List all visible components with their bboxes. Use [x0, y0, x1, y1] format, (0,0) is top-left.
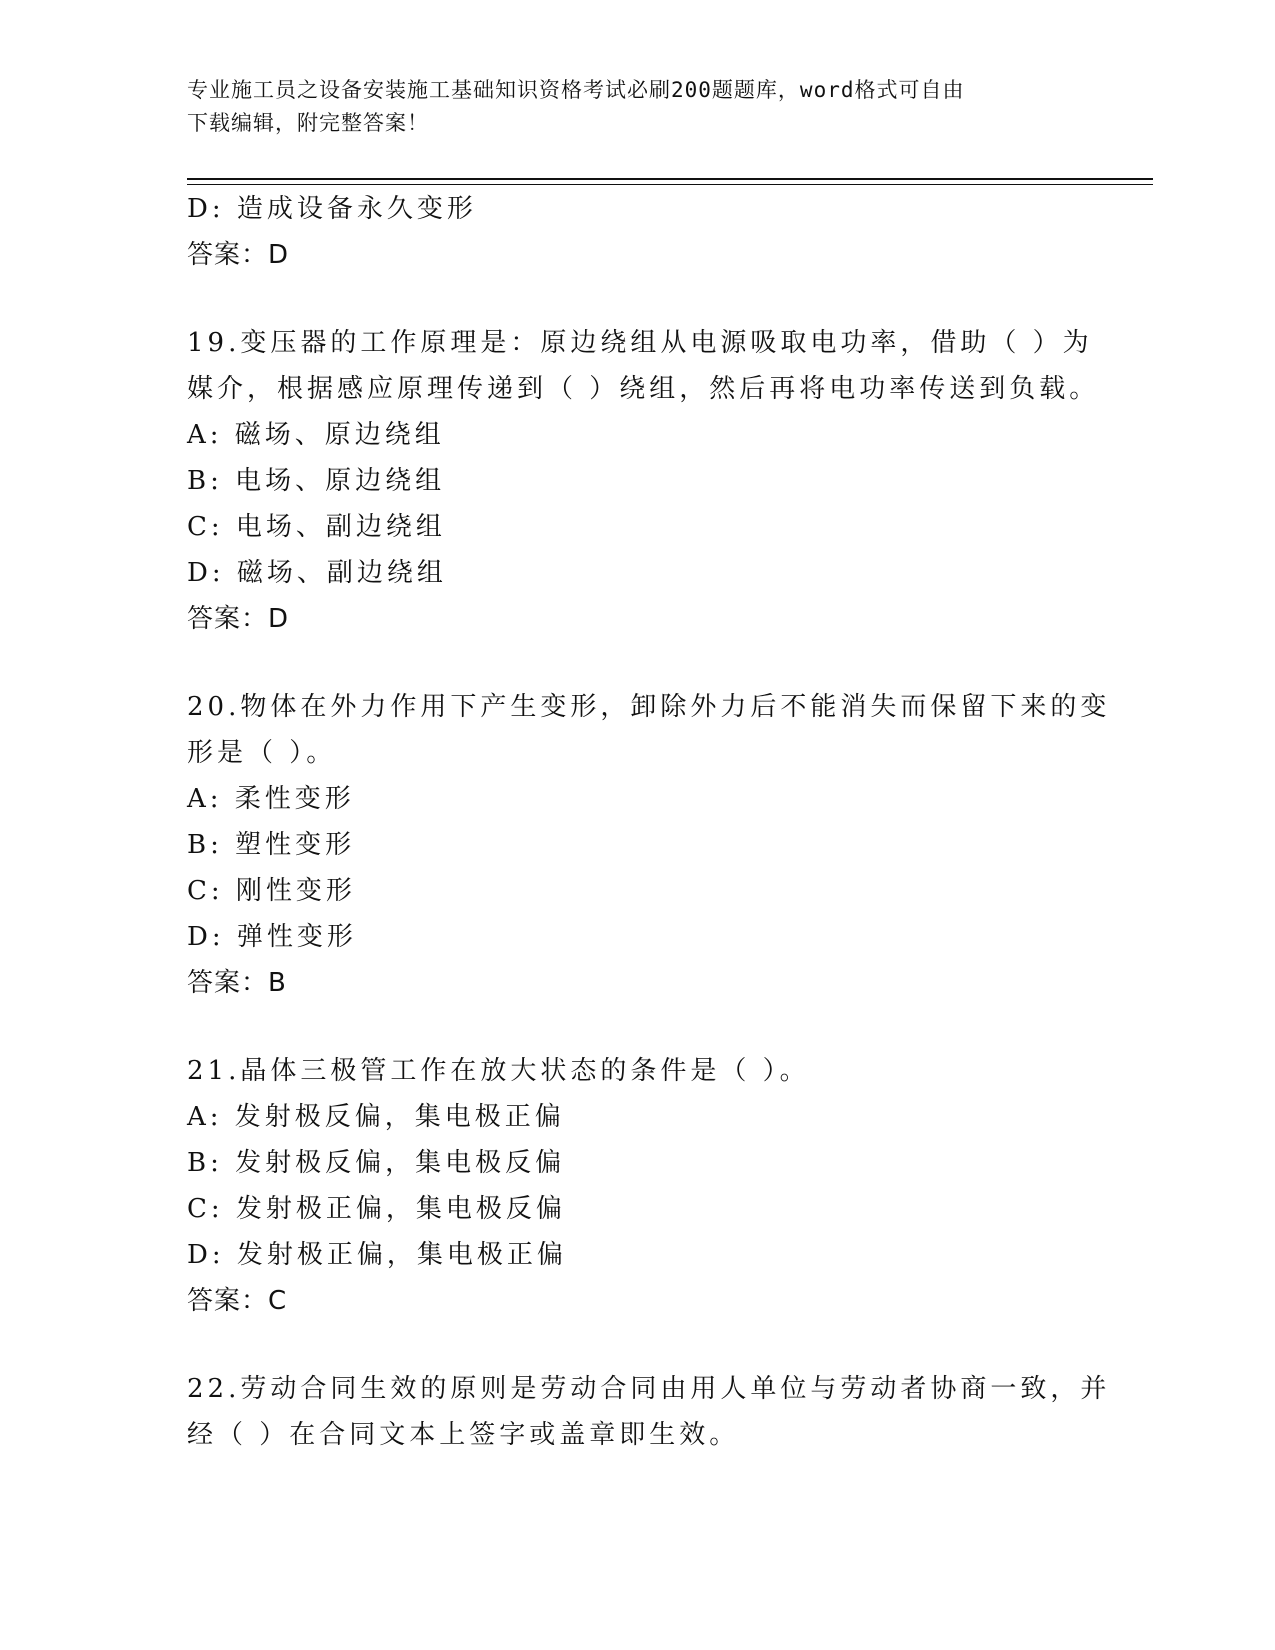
carryover-block [187, 186, 1087, 278]
option-d: D: 弹性变形 [187, 922, 357, 952]
answer-line: 答案：B [187, 968, 287, 998]
option-c: C: 电场、副边绕组 [187, 512, 446, 542]
question-text-line-1: 22.劳动合同生效的原则是劳动合同由用人单位与劳动者协商一致，并 [187, 1374, 1111, 1404]
question-text-line-2: 经（ ）在合同文本上签字或盖章即生效。 [187, 1420, 740, 1450]
question-text-line-2: 媒介，根据感应原理传递到（ ）绕组，然后再将电功率传送到负载。 [187, 374, 1100, 404]
option-a: A: 发射极反偏，集电极正偏 [187, 1102, 565, 1132]
option-d: D: 发射极正偏，集电极正偏 [187, 1240, 567, 1270]
option-b: B: 塑性变形 [187, 830, 356, 860]
answer-line: 答案：C [187, 1286, 288, 1316]
header-divider-thin [187, 184, 1153, 185]
question-21 [187, 1048, 1087, 1324]
question-text-line-1: 19.变压器的工作原理是：原边绕组从电源吸取电功率，借助（ ）为 [187, 328, 1093, 358]
header-divider-thick [187, 178, 1153, 180]
question-text-line-1: 20.物体在外力作用下产生变形，卸除外力后不能消失而保留下来的变 [187, 692, 1111, 722]
option-c: C: 刚性变形 [187, 876, 356, 906]
question-text-line-2: 形是（ ）。 [187, 738, 337, 768]
question-list [187, 186, 1111, 1458]
answer-line: 答案：D [187, 604, 290, 634]
answer-line: 答案：D [187, 240, 290, 270]
option-a: A: 柔性变形 [187, 784, 355, 814]
question-19 [187, 320, 1100, 642]
header-line-1: 专业施工员之设备安装施工基础知识资格考试必刷200题题库，word格式可自由 [187, 78, 965, 102]
option-c: C: 发射极正偏，集电极反偏 [187, 1194, 566, 1224]
option-b: B: 发射极反偏，集电极反偏 [187, 1148, 566, 1178]
question-22 [187, 1366, 1111, 1458]
option-b: B: 电场、原边绕组 [187, 466, 446, 496]
document-header [187, 74, 1087, 140]
option-d: D: 磁场、副边绕组 [187, 558, 447, 588]
question-text-line-1: 21.晶体三极管工作在放大状态的条件是（ ）。 [187, 1056, 810, 1086]
option-d: D: 造成设备永久变形 [187, 194, 477, 224]
header-line-2: 下载编辑，附完整答案！ [187, 111, 429, 135]
question-20 [187, 684, 1111, 1006]
option-a: A: 磁场、原边绕组 [187, 420, 445, 450]
